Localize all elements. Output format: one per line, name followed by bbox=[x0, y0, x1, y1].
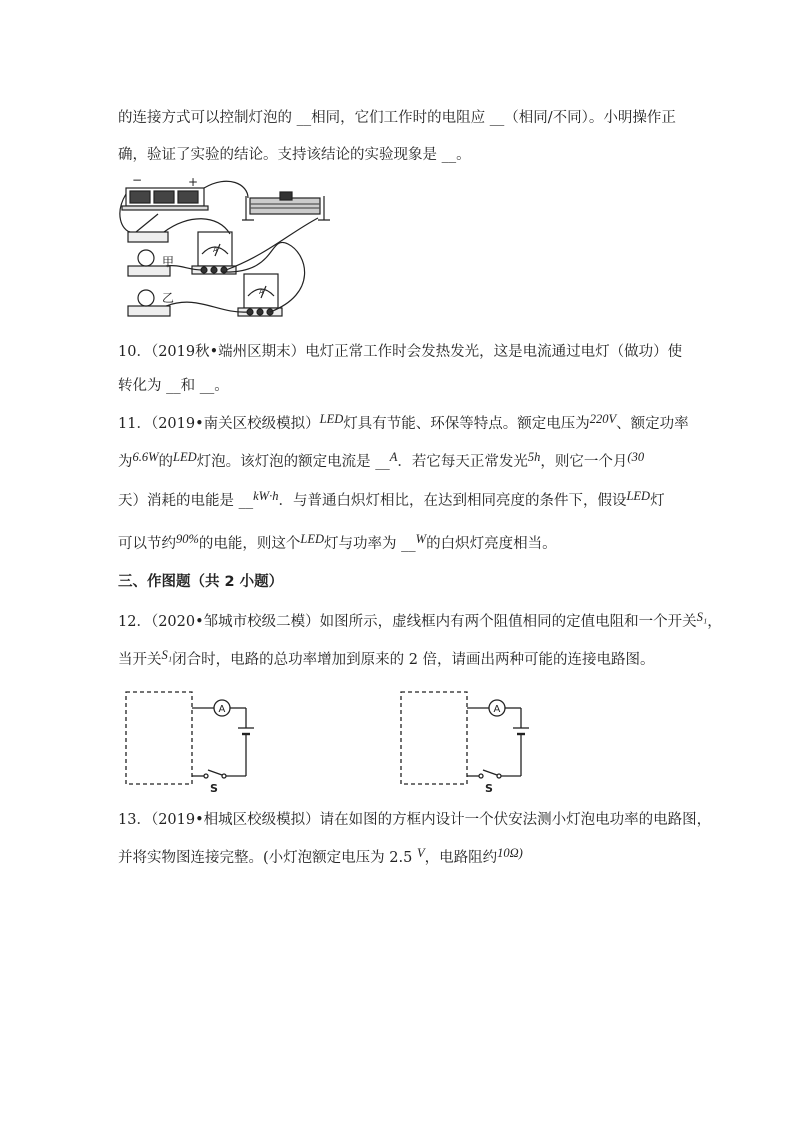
ammeter-2-label: A bbox=[259, 288, 264, 296]
q11-text: 的白炽灯亮度相当。 bbox=[426, 536, 557, 552]
q11-line-3 bbox=[118, 491, 665, 511]
q12-line-2 bbox=[118, 650, 655, 670]
q11-line-1 bbox=[118, 414, 689, 434]
led-term: LED bbox=[319, 412, 344, 426]
q12-text: 12．（2020•邹城市校级二模）如图所示，虚线框内有两个阻值相同的定值电阻和一个开关 bbox=[118, 614, 697, 630]
days-30: (30 bbox=[627, 450, 645, 464]
q11-text: 、额定功率 bbox=[616, 416, 689, 432]
battery-minus-label: − bbox=[132, 174, 143, 187]
switch-s1: S₁ bbox=[696, 610, 708, 624]
dashed-box bbox=[126, 692, 192, 784]
q13-line-2 bbox=[118, 848, 523, 868]
switch bbox=[128, 232, 168, 242]
q11-text: 灯与功率为 __ bbox=[324, 536, 416, 552]
q11-text: 灯泡。该灯泡的额定电流是 __ bbox=[196, 454, 390, 470]
q9-line-1: 的连接方式可以控制灯泡的 __相同，它们工作时的电阻应 __（相同/不同）。小明操作正 bbox=[118, 110, 676, 126]
q11-text: ，则它一个月 bbox=[540, 454, 628, 470]
lamp-jia bbox=[138, 250, 154, 266]
hours-5: 5h bbox=[527, 450, 541, 464]
q12-text: 闭合时，电路的总功率增加到原来的 2 倍，请画出两种可能的连接电路图。 bbox=[172, 652, 655, 668]
q11-text: ．若它每天正常发光 bbox=[397, 454, 528, 470]
switch-s1: S₁ bbox=[161, 648, 173, 662]
switch-blade bbox=[208, 770, 222, 775]
q11-text: 的 bbox=[158, 454, 174, 470]
switch-label: S bbox=[210, 782, 218, 794]
q13-text: ，电路阻约 bbox=[424, 850, 498, 866]
unit-kwh: kW·h bbox=[253, 489, 279, 503]
circuit-diagram-1 bbox=[122, 688, 262, 794]
ammeter-1-label: A bbox=[213, 246, 218, 254]
q10-line-2: 转化为 __和 __。 bbox=[118, 378, 229, 394]
q13-line-1: 13．（2019•相城区校级模拟）请在如图的方框内设计一个伏安法测小灯泡电功率的电路图， bbox=[118, 812, 712, 828]
voltage-220: 220V bbox=[589, 412, 617, 426]
power-66: 6.6W bbox=[132, 450, 159, 464]
q12-line-1 bbox=[118, 612, 722, 632]
q11-text: ．与普通白炽灯相比，在达到相同亮度的条件下，假设 bbox=[278, 493, 627, 509]
circuit-diagram-2 bbox=[397, 688, 537, 794]
resistance-10ohm: 10Ω) bbox=[497, 846, 523, 860]
q10-line-1: 10．（2019秋•端州区期末）电灯正常工作时会发热发光，这是电流通过电灯（做功）使 bbox=[118, 344, 683, 360]
lamp-jia-label: 甲 bbox=[162, 255, 175, 269]
q11-text: 可以节约 bbox=[118, 536, 176, 552]
unit-ampere: A bbox=[389, 450, 398, 464]
q13-text: 并将实物图连接完整。(小灯泡额定电压为 2.5 bbox=[118, 850, 413, 866]
q11-line-2 bbox=[118, 452, 644, 472]
q9-line-2: 确，验证了实验的结论。支持该结论的实验现象是 __。 bbox=[118, 147, 471, 163]
switch-label: S bbox=[485, 782, 493, 794]
q11-text: 的电能，则这个 bbox=[198, 536, 301, 552]
percent-90: 90% bbox=[176, 532, 199, 546]
q11-text: 为 bbox=[118, 454, 133, 470]
q11-line-4 bbox=[118, 534, 557, 554]
unit-volt: V bbox=[416, 846, 425, 860]
q11-source: 11．（2019•南关区校级模拟） bbox=[118, 416, 320, 432]
lamp-yi bbox=[138, 290, 154, 306]
q12-text: ， bbox=[707, 614, 722, 630]
experiment-apparatus-figure bbox=[118, 174, 338, 326]
q11-text: 灯 bbox=[650, 493, 665, 509]
q11-text: 天）消耗的电能是 __ bbox=[118, 493, 254, 509]
led-term: LED bbox=[626, 489, 651, 503]
ammeter-label: A bbox=[493, 704, 501, 715]
switch-blade bbox=[483, 770, 497, 775]
unit-watt: W bbox=[415, 532, 427, 546]
q12-text: 当开关 bbox=[118, 652, 162, 668]
q11-text: 灯具有节能、环保等特点。额定电压为 bbox=[343, 416, 590, 432]
led-term: LED bbox=[173, 450, 197, 464]
lamp-yi-label: 乙 bbox=[162, 291, 175, 305]
section-title: 三、作图题（共 2 小题） bbox=[118, 574, 284, 590]
battery-plus-label: + bbox=[188, 175, 199, 189]
led-term: LED bbox=[300, 532, 325, 546]
dashed-box bbox=[401, 692, 467, 784]
ammeter-label: A bbox=[218, 704, 226, 715]
